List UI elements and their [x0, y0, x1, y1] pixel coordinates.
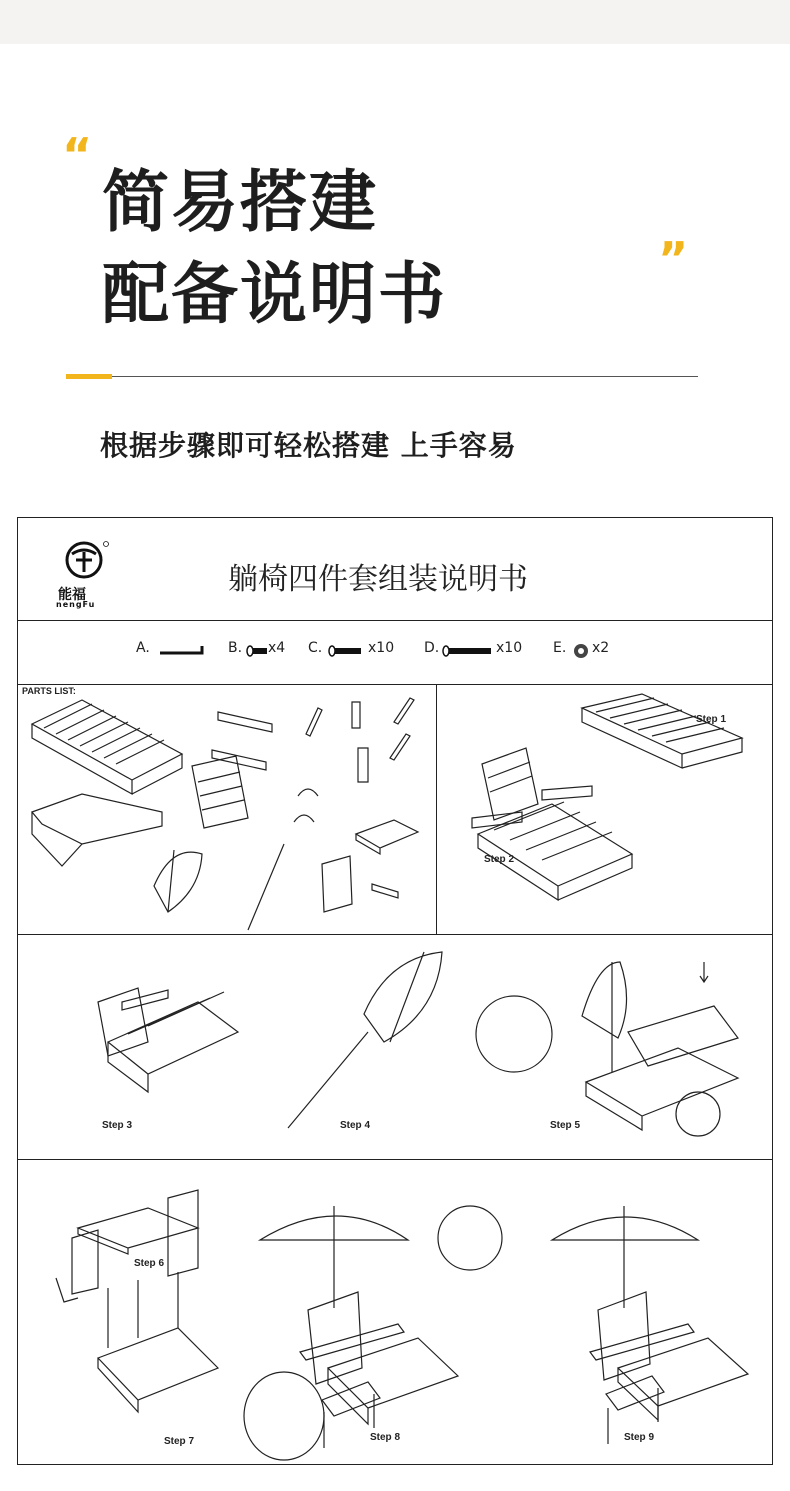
step-label: Step 6: [134, 1258, 165, 1269]
step-label: Step 5: [550, 1120, 581, 1131]
medium-screw-icon: [328, 645, 362, 657]
part-e-label: E.: [553, 640, 567, 656]
top-bar: [0, 0, 790, 44]
open-quote-icon: “: [62, 128, 93, 182]
step-6-9-illustration: [38, 1168, 758, 1458]
step-3-4-5-illustration: [38, 942, 758, 1132]
step-label: Step 7: [164, 1436, 195, 1447]
part-a-label: A.: [136, 640, 150, 656]
part-e-qty: x2: [592, 640, 610, 656]
manual-divider: [18, 684, 772, 685]
long-screw-icon: [442, 645, 492, 657]
nut-icon: [571, 643, 591, 659]
brand-logo-subtext: nengFu: [56, 600, 96, 609]
part-d-qty: x10: [496, 640, 523, 656]
brand-logo-text: 能福: [58, 587, 86, 603]
step-label: Step 4: [340, 1120, 371, 1131]
parts-list-label: PARTS LIST:: [22, 686, 76, 696]
part-c-qty: x10: [368, 640, 395, 656]
part-c-label: C.: [308, 640, 323, 656]
part-b-label: B.: [228, 640, 243, 656]
divider-accent: [66, 374, 112, 379]
manual-divider: [18, 934, 772, 935]
step-label: Step 9: [624, 1432, 655, 1443]
close-quote-icon: ”: [658, 232, 689, 286]
manual-title: 躺椅四件套组装说明书: [228, 562, 528, 597]
step-label: Step 2: [484, 854, 515, 865]
divider: [66, 376, 698, 377]
allen-key-icon: [158, 644, 206, 658]
part-d-label: D.: [424, 640, 440, 656]
manual-divider: [18, 1159, 772, 1160]
page-title-line-1: 简易搭建: [102, 163, 378, 241]
step-1-2-illustration: [442, 694, 768, 930]
manual-divider: [436, 684, 437, 934]
short-bolt-icon: [246, 645, 268, 657]
step-label: Step 8: [370, 1432, 401, 1443]
step-label: Step 3: [102, 1120, 133, 1131]
step-label: Step 1: [696, 714, 727, 725]
manual-divider: [18, 620, 772, 621]
page-title-line-2: 配备说明书: [102, 255, 447, 333]
parts-list-illustration: [22, 694, 434, 930]
subtitle: 根据步骤即可轻松搭建 上手容易: [100, 429, 517, 462]
brand-logo-icon: [62, 538, 112, 584]
part-b-qty: x4: [268, 640, 286, 656]
assembly-manual: [17, 517, 773, 1465]
